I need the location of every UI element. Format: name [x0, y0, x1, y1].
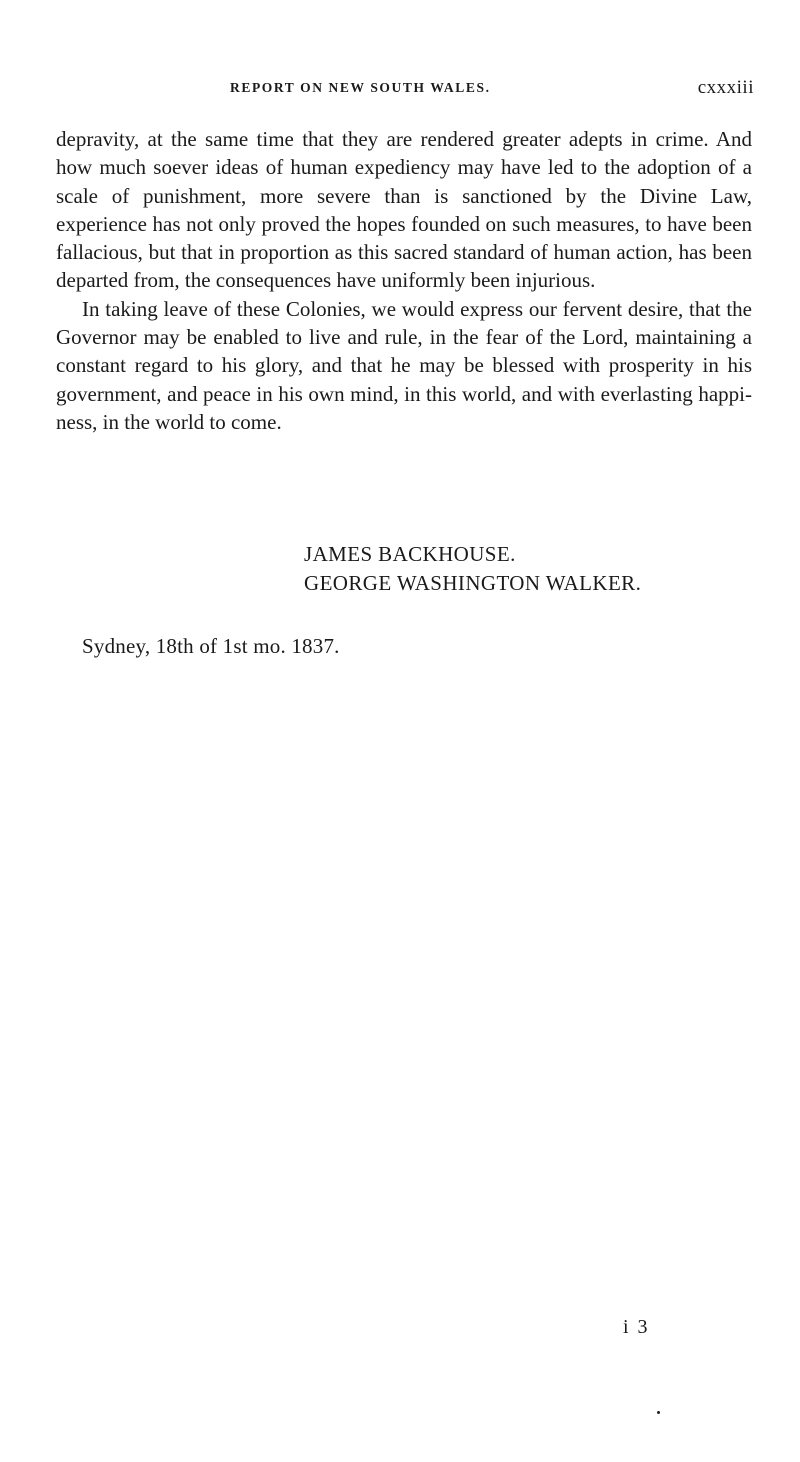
- paper-speck: [657, 1411, 660, 1414]
- page-number: cxxxiii: [697, 77, 754, 98]
- running-title: REPORT ON NEW SOUTH WALES.: [230, 80, 491, 95]
- signatory-name: JAMES BACKHOUSE.: [304, 542, 516, 566]
- dateline: Sydney, 18th of 1st mo. 1837.: [82, 634, 340, 658]
- signature-block: [304, 540, 641, 598]
- printer-signature-mark: i 3: [623, 1316, 650, 1338]
- running-head: [56, 77, 754, 104]
- paragraph-continued: depravity, at the same time that they are rendered greater adepts in crime. And how much soever ideas of human expediency may have led to the adoption of a scale of punishment, more severe than is sanctioned by the Divine Law, experience has not only proved the hopes founded on such measures, to have been fallacious, but that in proportion as this sacred standard of human action, has been departed from, the consequences have uniformly been injurious.: [56, 127, 752, 293]
- paragraph-farewell: In taking leave of these Colonies, we would express our fervent desire, that the Governor may be enabled to live and rule, in the fear of the Lord, maintaining a constant regard to his glory, and that he may be blessed with prosperity in his government, and peace in his own mind, in this world, and with everlasting happiness, in the world to come.: [56, 296, 752, 434]
- signatory-name: GEORGE WASHINGTON WALKER.: [304, 571, 642, 595]
- body-text: [56, 125, 752, 436]
